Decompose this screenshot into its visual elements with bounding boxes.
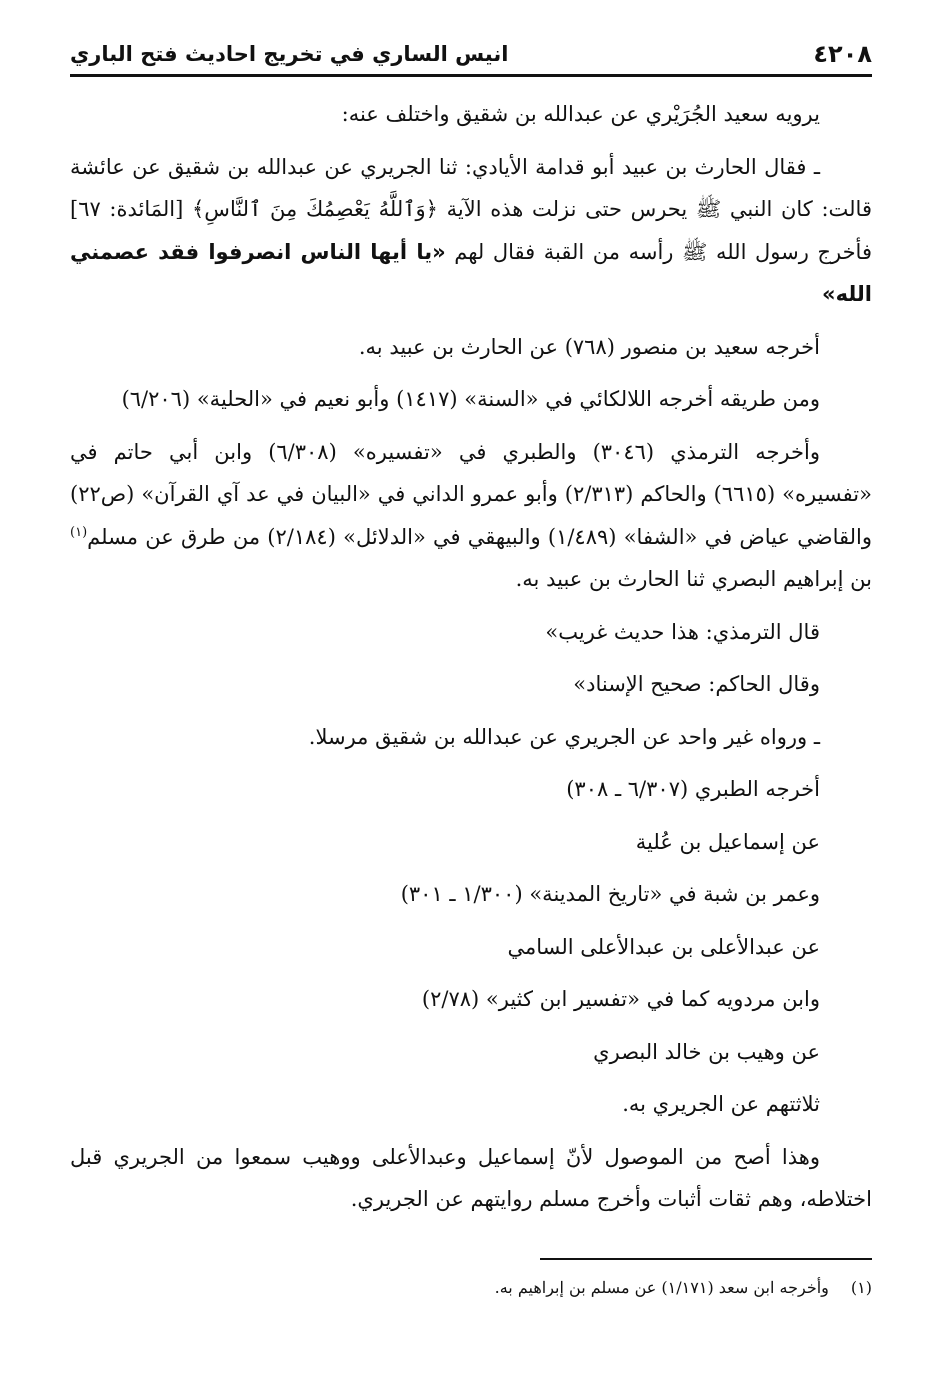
paragraph-abdulala: عن عبدالأعلى بن عبدالأعلى السامي (507, 934, 820, 959)
paragraph-intro: يرويه سعيد الجُرَيْري عن عبدالله بن شقيق واختلف عنه: (341, 102, 820, 126)
paragraph-takhrij-3 (70, 431, 872, 601)
paragraph-hakim: وقال الحاكم: صحيح الإسناد» (573, 672, 820, 696)
footnote (70, 1276, 872, 1300)
paragraph-tirmidhi: قال الترمذي: هذا حديث غريب» (545, 619, 820, 644)
footnote-text: وأخرجه ابن سعد (١/١٧١) عن مسلم بن إبراهيم به. (494, 1278, 829, 1297)
paragraph-ismail: عن إسماعيل بن عُلية (635, 829, 820, 854)
paragraph-thalathatuhum: ثلاثتهم عن الجريري به. (622, 1092, 820, 1116)
paragraph-tabari: أخرجه الطبري (٦/٣٠٧ ـ ٣٠٨) (566, 777, 820, 801)
page-header (70, 34, 872, 77)
page-number: ٤٢٠٨ (813, 40, 872, 68)
paragraph-wuhayb: عن وهيب بن خالد البصري (593, 1039, 820, 1064)
footnote-reference[interactable]: (١) (70, 524, 88, 540)
paragraph-umar: وعمر بن شبة في «تاريخ المدينة» (١/٣٠٠ ـ ٣٠١) (400, 882, 820, 906)
paragraph-hadith (70, 146, 872, 316)
paragraph-mursal: ـ ورواه غير واحد عن الجريري عن عبدالله بن شقيق مرسلا. (308, 724, 820, 749)
main-text (70, 93, 872, 1221)
hadith-quote: «يا أيها الناس انصرفوا فقد عصمني الله» (70, 239, 872, 306)
takhrij-text: وأخرجه الترمذي (٣٠٤٦) والطبري في «تفسيره» (٦/٣٠٨) وابن أبي حاتم في «تفسيره» (٦٦١٥) والحاكم (٢/٣١٣) وأبو عمرو الداني في «البيان في عد آي القرآن» (ص٢٢) والقاضي عياض في «الشفا» (١/٤٨٩) والبيهقي في «الدلائل» (٢/١٨٤) من طرق عن مسلم (70, 439, 872, 549)
running-title: انيس الساري في تخريج احاديث فتح الباري (70, 42, 509, 66)
paragraph-takhrij-2: ومن طريقه أخرجه اللالكائي في «السنة» (١٤١٧) وأبو نعيم في «الحلية» (٦/٢٠٦) (121, 387, 820, 411)
paragraph-takhrij-1: أخرجه سعيد بن منصور (٧٦٨) عن الحارث بن عبيد به. (358, 334, 820, 359)
hadith-text: ـ فقال الحارث بن عبيد أبو قدامة الأيادي: ثنا الجريري عن عبدالله بن شقيق عن عائشة قالت: كان النبي ﷺ يحرس حتى نزلت هذه الآية ﴿وَٱللَّهُ يَعْصِمُكَ مِنَ ٱلنَّاسِ﴾ [المَائدة: ٦٧] فأخرج رسول الله ﷺ رأسه من القبة فقال لهم (70, 154, 872, 264)
footnote-marker: (١) (850, 1278, 872, 1297)
document-page (70, 34, 872, 1342)
footnote-divider (540, 1258, 872, 1260)
takhrij-text-end: بن إبراهيم البصري ثنا الحارث بن عبيد به. (515, 567, 872, 591)
paragraph-conclusion: وهذا أصح من الموصول لأنّ إسماعيل وعبدالأعلى ووهيب سمعوا من الجريري قبل اختلاطه، وهم ثقات أثبات وأخرج مسلم روايتهم عن الجريري. (70, 1144, 872, 1211)
paragraph-ibn-mardawayh: وابن مردويه كما في «تفسير ابن كثير» (٢/٧٨) (421, 987, 820, 1011)
